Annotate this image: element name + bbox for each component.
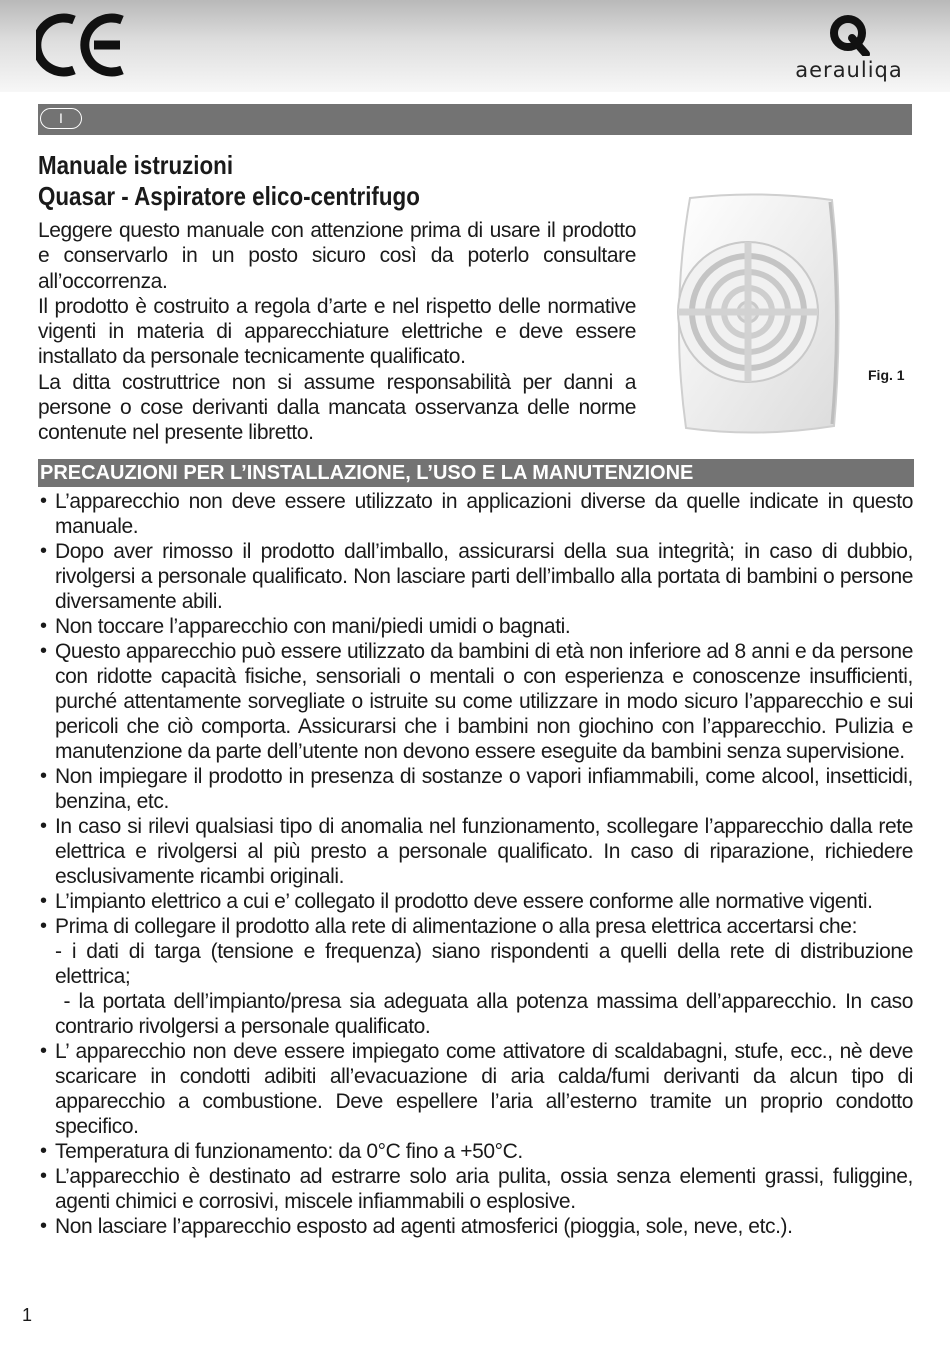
bullet-icon: •	[40, 815, 48, 837]
list-item-text: L’impianto elettrico a cui e’ collegato il prodotto deve essere conforme alle normative vigenti.	[55, 890, 873, 913]
list-item-text: L’ apparecchio non deve essere impiegato come attivatore di scaldabagni, stufe, ecc., nè deve scaricare in condotti adibiti all’evacuazione di aria calda/fumi derivanti da alcun tipo di apparecchio a combustione. Deve espellere l’aria all’esterno tramite un proprio condotto specifico.	[55, 1040, 913, 1138]
bullet-icon: •	[40, 1215, 48, 1237]
bullet-icon: •	[40, 490, 48, 512]
list-item-text: L’apparecchio non deve essere utilizzato in applicazioni diverse da quelle indicate in questo manuale.	[55, 490, 913, 538]
list-item	[38, 1164, 913, 1214]
list-item	[38, 639, 913, 764]
sub-condition-text: - la portata dell’impianto/presa sia adeguata alla potenza massima dell’apparecchio. In caso contrario rivolgersi a personale qualificato.	[55, 990, 919, 1038]
list-item-text: Non lasciare l’apparecchio esposto ad agenti atmosferici (pioggia, sole, neve, etc.).	[55, 1215, 793, 1238]
bullet-icon: •	[40, 890, 48, 912]
list-item-text: Temperatura di funzionamento: da 0°C fino a +50°C.	[55, 1140, 523, 1163]
brand-name: aerauliqa	[795, 58, 903, 82]
bullet-icon: •	[40, 615, 48, 637]
ce-mark-logo	[36, 12, 128, 78]
list-item	[38, 614, 913, 639]
list-item-text: Dopo aver rimosso il prodotto dall’imballo, assicurarsi della sua integrità; in caso di dubbio, rivolgersi a personale qualificato. Non lasciare parti dell’imballo alla portata di bambini o persone diversamente abili.	[55, 540, 913, 613]
precautions-heading: PRECAUZIONI PER L’INSTALLAZIONE, L’USO E LA MANUTENZIONE	[38, 459, 914, 487]
list-item	[38, 1139, 913, 1164]
bullet-icon: •	[40, 1165, 48, 1187]
header-band	[0, 0, 950, 92]
list-item-text: Non toccare l’apparecchio con mani/piedi umidi o bagnati.	[55, 615, 571, 638]
aerauliqa-logo	[786, 14, 912, 84]
title-line-1: Manuale istruzioni	[38, 150, 234, 180]
list-item-text: Questo apparecchio può essere utilizzato da bambini di età non inferiore ad 8 anni e da persone con ridotte capacità fisiche, sensoriali o mentali o con esperienza e conoscenze insufficienti, purché attentamente sorvegliate o istruite su come utilizzare in modo sicuro l’apparecchio e sui pericoli che ciò comporta. Assicurarsi che i bambini non giochino con l’apparecchio. Pulizia e manutenzione da parte dell’utente non devono essere eseguite da bambini senza supervisione.	[55, 640, 913, 763]
bullet-icon: •	[40, 640, 48, 662]
intro-paragraph: La ditta costruttrice non si assume responsabilità per danni a persone o cose derivanti dalla mancata osservanza delle norme contenute nel presente libretto.	[38, 370, 636, 445]
product-fan-image	[662, 192, 846, 436]
bullet-icon: •	[40, 1140, 48, 1162]
bullet-icon: •	[40, 915, 48, 937]
list-item-text: L’apparecchio è destinato ad estrarre solo aria pulita, ossia senza elementi grassi, fuliggine, agenti chimici e corrosivi, miscele infiammabili o esplosive.	[55, 1165, 913, 1213]
list-item-text: Non impiegare il prodotto in presenza di sostanze o vapori infiammabili, come alcool, insetticidi, benzina, etc.	[55, 765, 913, 813]
intro-paragraph: Leggere questo manuale con attenzione prima di usare il prodotto e conservarlo in un posto sicuro così da poterlo consultare all’occorrenza.	[38, 219, 636, 293]
list-item	[38, 539, 913, 614]
list-item	[38, 814, 913, 889]
page-number: 1	[22, 1305, 33, 1325]
bullet-icon: •	[40, 1040, 48, 1062]
title-line-2: Quasar - Aspiratore elico-centrifugo	[38, 181, 420, 211]
list-item-text: In caso si rilevi qualsiasi tipo di anomalia nel funzionamento, scollegare l’apparecchio dalla rete elettrica e rivolgersi al più presto a personale qualificato. In caso di riparazione, richiedere esclusivamente ricambi originali.	[55, 815, 913, 888]
intro-paragraph: Il prodotto è costruito a regola d’arte e nel rispetto delle normative vigenti in materia di apparecchiature elettriche e deve essere installato da personale tecnicamente qualificato.	[38, 294, 636, 369]
list-item-text: Prima di collegare il prodotto alla rete di alimentazione o alla presa elettrica accertarsi che:	[55, 915, 858, 938]
list-item	[38, 764, 913, 814]
aerauliqa-logo-mark-icon	[828, 14, 870, 56]
list-item	[38, 889, 913, 914]
sub-condition-text: - i dati di targa (tensione e frequenza) siano rispondenti a quelli della rete di distribuzione elettrica;	[55, 940, 913, 988]
bullet-icon: •	[40, 540, 48, 562]
document-title	[38, 150, 638, 212]
list-item	[38, 489, 913, 539]
language-bar	[38, 104, 912, 135]
list-item	[38, 1039, 913, 1139]
bullet-icon: •	[40, 765, 48, 787]
language-badge: I	[40, 108, 82, 129]
list-item	[38, 1214, 913, 1239]
list-item	[38, 914, 919, 1039]
figure-label: Fig. 1	[868, 367, 905, 383]
intro-text	[38, 218, 636, 446]
precautions-list	[38, 489, 919, 1239]
